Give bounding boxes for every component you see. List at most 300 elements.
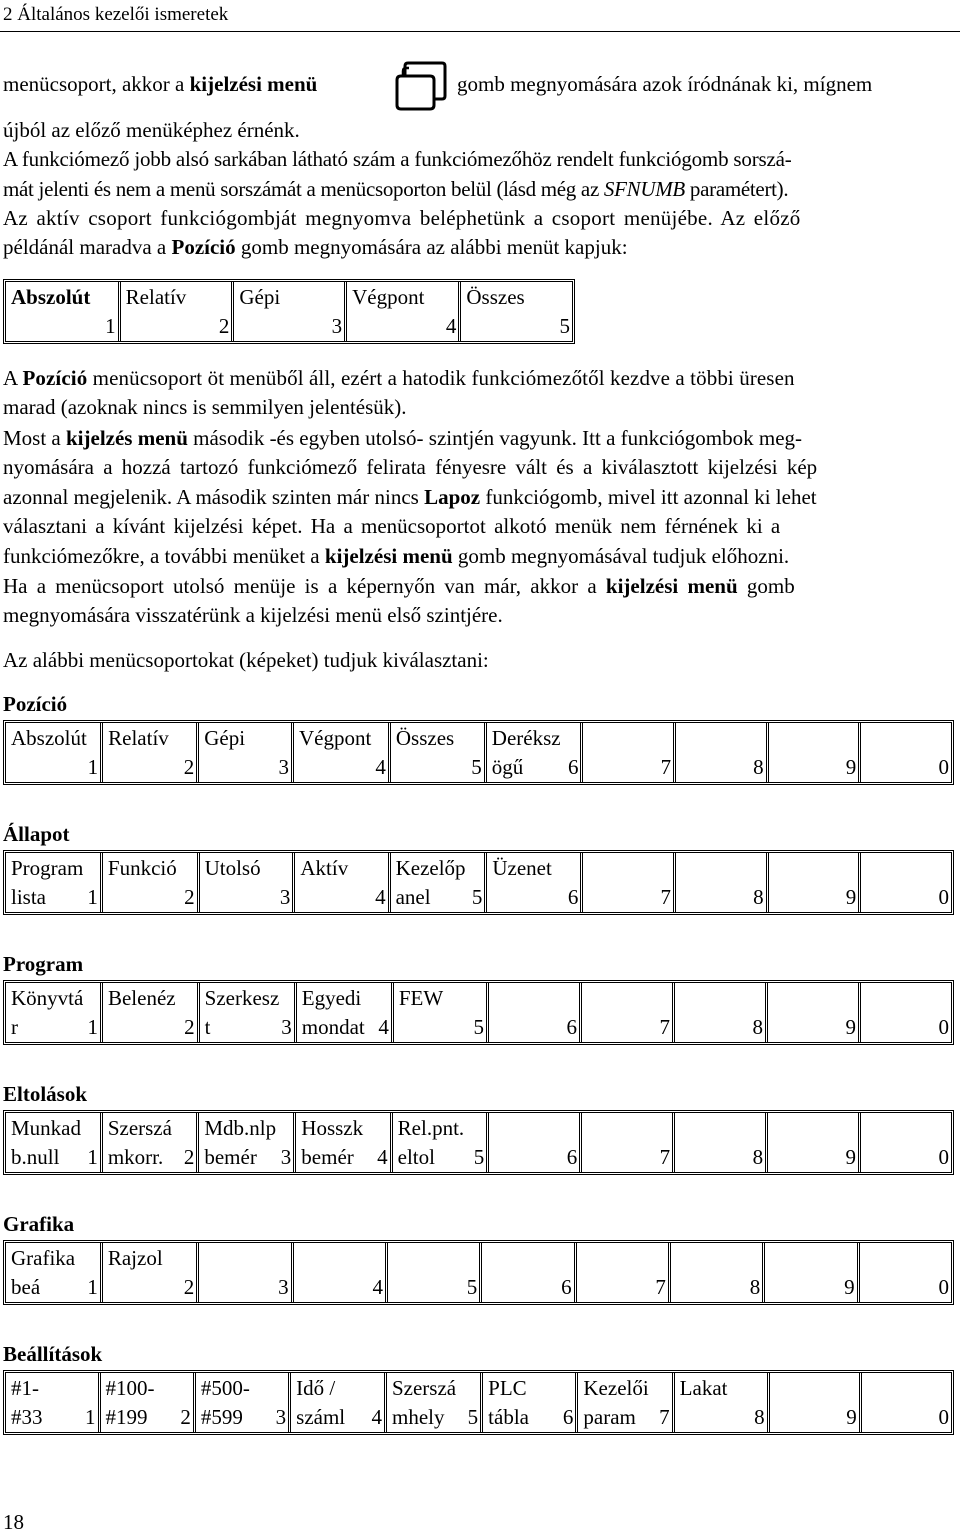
function-field — [234, 282, 347, 341]
text-span: menücsoport, akkor a — [3, 72, 190, 96]
function-field — [489, 1113, 582, 1172]
function-field-bottom — [775, 1403, 857, 1432]
menu-group-row — [6, 1243, 951, 1302]
function-field — [861, 983, 951, 1042]
function-field-bottom — [866, 753, 949, 782]
function-key-number: 4 — [371, 1405, 382, 1429]
function-field — [200, 853, 296, 912]
function-field — [6, 1243, 103, 1302]
function-key-number: 3 — [275, 1405, 287, 1429]
menu-group-row — [6, 1373, 951, 1432]
function-field — [861, 723, 951, 782]
text-para-10: Az alábbi menücsoportokat (képeket) tudjuk kiválasztani: — [3, 648, 489, 672]
text-span: funkciómezőkre, a további menüket a — [3, 544, 325, 568]
function-key-number: 8 — [754, 1405, 765, 1429]
function-key-number: 7 — [659, 1405, 670, 1429]
function-field-bottom — [774, 883, 857, 912]
function-field-bottom — [393, 1273, 477, 1302]
function-field-label: Relatív — [108, 726, 169, 750]
function-field — [482, 1243, 576, 1302]
menu-group-table — [3, 850, 954, 915]
function-field-bottom — [11, 753, 98, 782]
function-field — [577, 1243, 671, 1302]
page-key-term: Lapoz — [424, 485, 481, 509]
function-field-bottom — [399, 1013, 484, 1042]
function-field-label: Relatív — [125, 285, 187, 309]
display-menu-icon — [394, 59, 448, 113]
function-key-number: 7 — [660, 755, 672, 779]
menu-group-table — [3, 1370, 954, 1435]
function-field-label — [393, 1244, 477, 1273]
function-key-number: 4 — [378, 1015, 389, 1039]
text-span: Most a — [3, 426, 66, 450]
function-field-bottom — [583, 1403, 669, 1432]
function-field — [297, 983, 394, 1042]
function-field — [582, 983, 675, 1042]
function-field — [487, 723, 584, 782]
function-field — [675, 983, 768, 1042]
function-field — [765, 1243, 859, 1302]
function-field-bottom — [494, 1013, 577, 1042]
function-key-number: 5 — [467, 1405, 479, 1429]
function-key-number: 0 — [938, 1275, 949, 1299]
text-span: menücsoport öt menüből áll, ezért a hatodik funkciómezőtől kezdve a többi üresen — [87, 366, 795, 390]
function-field-label-cont: eltol — [397, 1145, 435, 1169]
position-term: Pozíció — [22, 366, 88, 390]
function-field-bottom — [770, 1273, 854, 1302]
function-field-label — [681, 724, 764, 753]
function-field-label — [867, 1374, 949, 1403]
text-span: A — [3, 366, 23, 390]
function-field-label-cont: beá — [11, 1275, 41, 1299]
function-field — [294, 1243, 388, 1302]
function-field-label: Idő / — [296, 1376, 336, 1400]
function-key-number: 6 — [566, 1015, 577, 1039]
function-field-bottom — [108, 883, 195, 912]
text-line-6 — [3, 233, 628, 261]
function-field-bottom — [866, 883, 949, 912]
function-field-label: Szerszá — [391, 1376, 457, 1400]
function-field-label: Szerszá — [107, 1116, 172, 1140]
function-field-label-cont: bemér — [204, 1145, 257, 1169]
function-field-label-cont: száml — [296, 1405, 346, 1429]
function-field-label — [299, 1244, 383, 1273]
function-key-number: 0 — [938, 885, 949, 909]
function-field-bottom — [299, 1273, 383, 1302]
text-para-3 — [3, 424, 802, 452]
function-key-number: 0 — [938, 1405, 949, 1429]
function-field — [291, 1373, 387, 1432]
function-key-number: 5 — [559, 314, 570, 338]
menu-group-title: Pozíció — [3, 692, 68, 716]
function-field-label-cont: #199 — [105, 1405, 148, 1429]
menu-group-table — [3, 1240, 954, 1305]
function-key-number: 4 — [377, 1145, 388, 1169]
function-field-bottom — [676, 1273, 760, 1302]
function-field-label-cont: r — [11, 1015, 18, 1039]
function-field-label: FEW — [398, 986, 444, 1010]
function-field-bottom — [587, 1013, 670, 1042]
text-para-4: nyomására a hozzá tartozó funkciómező felirata fényesre vált és a kiválasztott kijelzési kép — [3, 455, 818, 479]
function-field-label: Rel.pnt. — [397, 1116, 465, 1140]
function-field-label-cont: tábla — [488, 1405, 529, 1429]
function-field-label — [487, 1244, 571, 1273]
function-key-number: 3 — [278, 1275, 289, 1299]
function-key-number: 3 — [281, 1015, 292, 1039]
function-key-number: 4 — [375, 885, 386, 909]
function-field-bottom — [204, 753, 289, 782]
function-field-label-cont: anel — [395, 885, 431, 909]
function-field — [103, 983, 200, 1042]
function-field-label — [773, 984, 856, 1013]
function-key-number: 6 — [562, 1405, 574, 1429]
function-field-bottom — [204, 1143, 291, 1172]
function-field-bottom — [587, 1143, 670, 1172]
function-key-number: 0 — [938, 755, 949, 779]
function-key-number: 2 — [218, 314, 230, 338]
function-field-label-cont: #599 — [200, 1405, 243, 1429]
function-field — [671, 1243, 765, 1302]
function-field-label-cont: ögű — [491, 755, 524, 779]
function-field-label: Összes — [395, 726, 455, 750]
text-para-2: marad (azoknak nincs is semmilyen jelentésük). — [3, 395, 407, 419]
function-field-label — [676, 1244, 760, 1273]
function-field-bottom — [773, 1013, 856, 1042]
function-key-number: 9 — [845, 885, 857, 909]
function-field-label — [587, 984, 670, 1013]
function-field-bottom — [11, 312, 116, 341]
function-field-bottom — [867, 1403, 949, 1432]
function-field — [391, 853, 488, 912]
function-field-bottom — [11, 883, 98, 912]
function-field-label: Gépi — [204, 726, 246, 750]
text-line-5: Az aktív csoport funkciógombját megnyomva beléphetünk a csoport menüjébe. Az előző — [3, 206, 801, 230]
function-field-label: Grafika — [11, 1246, 76, 1270]
function-field-bottom — [582, 1273, 666, 1302]
function-field-label: Szerkesz — [204, 986, 280, 1010]
function-key-number: 3 — [278, 755, 289, 779]
param-name: SFNUMB — [603, 177, 685, 201]
function-field-label-cont: param — [583, 1405, 636, 1429]
function-field-bottom — [398, 1143, 485, 1172]
function-key-number: 8 — [753, 755, 764, 779]
function-field-label — [588, 724, 671, 753]
function-field-bottom — [201, 1403, 286, 1432]
function-key-number: 1 — [87, 1145, 98, 1169]
menu-group-title: Eltolások — [3, 1082, 88, 1106]
function-key-number: 7 — [655, 1275, 666, 1299]
function-field — [347, 282, 461, 341]
function-field — [294, 723, 391, 782]
function-field-bottom — [205, 1013, 292, 1042]
function-field — [6, 983, 103, 1042]
function-key-number: 5 — [471, 755, 482, 779]
function-key-number: 2 — [183, 755, 195, 779]
function-field-bottom — [866, 1013, 949, 1042]
function-field — [199, 1243, 293, 1302]
function-field — [388, 1243, 482, 1302]
function-field — [387, 1373, 483, 1432]
function-field-bottom — [396, 753, 482, 782]
function-key-number: 3 — [279, 885, 291, 909]
function-field-label — [681, 854, 764, 883]
function-field — [121, 282, 235, 341]
function-field — [6, 282, 121, 341]
running-header: 2 Általános kezelői ismeretek — [3, 4, 229, 25]
function-key-number: 5 — [473, 1145, 485, 1169]
function-field — [391, 723, 487, 782]
function-key-number: 9 — [845, 755, 857, 779]
function-field — [6, 723, 103, 782]
display-menu-term: kijelzési menü — [189, 72, 318, 96]
menu-group-title: Grafika — [3, 1212, 75, 1236]
function-field-label — [494, 984, 577, 1013]
function-field-label — [588, 854, 671, 883]
function-field-label-cont: lista — [11, 885, 46, 909]
function-field — [769, 723, 862, 782]
function-field-label: Végpont — [298, 726, 372, 750]
text-line-4 — [3, 175, 788, 203]
function-field-bottom — [494, 1143, 577, 1172]
function-field-label-cont: mkorr. — [107, 1145, 164, 1169]
function-field-label — [866, 984, 949, 1013]
text-para-7 — [3, 542, 789, 570]
function-field-bottom — [588, 883, 671, 912]
text-para-8 — [3, 572, 795, 600]
function-field — [489, 983, 582, 1042]
text-para-5 — [3, 483, 817, 511]
function-field — [487, 853, 583, 912]
function-field-label-cont: bemér — [301, 1145, 354, 1169]
function-key-number: 6 — [566, 1145, 578, 1169]
function-field-label-cont: mondat — [301, 1015, 365, 1039]
function-key-number: 2 — [180, 1405, 191, 1429]
function-field-bottom — [680, 1143, 763, 1172]
menu-group-row — [6, 853, 951, 912]
function-key-number: 3 — [331, 314, 343, 338]
function-field-label: Belenéz — [107, 986, 176, 1010]
function-field-label: Program — [11, 856, 84, 880]
text-span: második -és egyben utolsó- szintjén vagyunk. Itt a funkciógombok meg- — [187, 426, 803, 450]
function-field-bottom — [487, 1273, 571, 1302]
menu-group-row — [6, 723, 951, 782]
function-field — [296, 1113, 392, 1172]
function-field-label — [773, 1114, 856, 1143]
function-field — [103, 853, 200, 912]
function-key-number: 9 — [844, 1275, 855, 1299]
text-span: gomb — [737, 574, 795, 598]
text-span: Ha a menücsoport utolsó menüje is a képernyőn van már, akkor a — [3, 574, 606, 598]
function-key-number: 7 — [659, 1145, 671, 1169]
function-field-label: Gépi — [239, 285, 281, 309]
function-field-label-cont: t — [204, 1015, 211, 1039]
text-para-6: választani a kívánt kijelzési képet. Ha a menücsoportot alkotó menük nem férnének ki a — [3, 514, 781, 538]
text-line-2: újból az előző menüképhez érnénk. — [3, 118, 300, 142]
function-field-label: #1- — [11, 1376, 39, 1400]
function-field-bottom — [108, 753, 194, 782]
function-field — [6, 853, 103, 912]
function-key-number: 9 — [845, 1015, 856, 1039]
function-field — [861, 1113, 951, 1172]
function-key-number: 7 — [660, 885, 671, 909]
text-span: funkciógomb, mivel itt azonnal ki lehet — [480, 485, 817, 509]
function-field — [200, 983, 297, 1042]
function-field-label: Rajzol — [107, 1246, 163, 1270]
function-field-bottom — [11, 1273, 98, 1302]
text-span: gomb megnyomására az alábbi menüt kapjuk: — [235, 235, 628, 259]
function-key-number: 1 — [105, 314, 116, 338]
function-field-label — [582, 1244, 666, 1273]
function-field-bottom — [773, 1143, 856, 1172]
function-field-label: Funkció — [107, 856, 177, 880]
function-field-label — [770, 1244, 854, 1273]
function-key-number: 1 — [87, 1275, 98, 1299]
function-field-label: Üzenet — [492, 856, 552, 880]
function-field-label: Deréksz — [491, 726, 561, 750]
function-field — [862, 1373, 951, 1432]
function-key-number: 2 — [184, 1015, 195, 1039]
function-field-bottom — [204, 1273, 288, 1302]
function-field-label — [587, 1114, 670, 1143]
function-key-number: 9 — [845, 1145, 856, 1169]
function-field — [769, 853, 862, 912]
menu-group-table — [3, 1110, 954, 1175]
page-number: 18 — [3, 1510, 24, 1534]
function-field-label — [775, 1374, 857, 1403]
function-field — [483, 1373, 578, 1432]
menu-group-title: Program — [3, 952, 84, 976]
text-span: gomb megnyomásával tudjuk előhozni. — [452, 544, 790, 568]
function-field-bottom — [680, 1403, 765, 1432]
position-term: Pozíció — [171, 235, 236, 259]
function-field — [768, 983, 861, 1042]
function-field-label: Végpont — [352, 285, 425, 309]
function-key-number: 4 — [375, 755, 386, 779]
function-field — [583, 853, 676, 912]
function-field-label: Lakat — [679, 1376, 728, 1400]
function-field — [196, 1373, 291, 1432]
text-para-1 — [3, 364, 795, 392]
function-field-bottom — [392, 1403, 478, 1432]
menu-group-row — [6, 983, 951, 1042]
text-span: példánál maradva a — [3, 235, 172, 259]
function-field — [461, 282, 572, 341]
function-field — [583, 723, 676, 782]
function-field-bottom — [108, 1143, 195, 1172]
function-key-number: 1 — [87, 885, 98, 909]
function-field — [675, 1113, 768, 1172]
function-field-bottom — [681, 883, 764, 912]
text-para-9: megnyomására visszatérünk a kijelzési menü első szintjére. — [3, 603, 503, 627]
function-field-bottom — [681, 753, 764, 782]
function-field-label — [866, 854, 949, 883]
header-rule — [0, 31, 960, 32]
display-menu-term: kijelzés menü — [66, 426, 188, 450]
function-field-label: Mdb.nlp — [204, 1116, 277, 1140]
text-line-3: A funkciómező jobb alsó sarkában látható szám a funkciómezőhöz rendelt funkciógomb sorszá- — [3, 147, 792, 171]
function-key-number: 1 — [87, 1015, 98, 1039]
function-field-label — [866, 724, 949, 753]
function-field-label: Egyedi — [301, 986, 362, 1010]
function-key-number: 2 — [184, 885, 195, 909]
function-field-bottom — [301, 1143, 387, 1172]
function-field-label: Kezelőp — [395, 856, 466, 880]
display-menu-term: kijelzési menü — [324, 544, 453, 568]
function-field — [582, 1113, 675, 1172]
function-key-number: 4 — [372, 1275, 383, 1299]
function-field-bottom — [106, 1403, 191, 1432]
function-field — [6, 1373, 101, 1432]
function-key-number: 8 — [749, 1275, 761, 1299]
function-key-number: 5 — [471, 885, 483, 909]
function-field-bottom — [11, 1143, 98, 1172]
function-field-label-cont: mhely — [391, 1405, 445, 1429]
function-key-number: 7 — [659, 1015, 670, 1039]
function-field-label-cont: #33 — [11, 1405, 43, 1429]
function-field-label — [680, 1114, 763, 1143]
function-key-number: 6 — [567, 885, 579, 909]
function-field-bottom — [588, 753, 671, 782]
text-span: paramétert). — [684, 177, 789, 201]
menu-group-row — [6, 1113, 951, 1172]
function-field — [103, 723, 199, 782]
function-field — [103, 1113, 200, 1172]
function-field — [103, 1243, 199, 1302]
function-field — [394, 983, 489, 1042]
function-key-number: 0 — [938, 1145, 949, 1169]
menu-group-table — [3, 980, 954, 1045]
function-field-label — [494, 1114, 577, 1143]
function-key-number: 5 — [466, 1275, 478, 1299]
function-key-number: 5 — [473, 1015, 485, 1039]
function-field-label: PLC — [488, 1376, 527, 1400]
display-menu-term: kijelzési menü — [605, 574, 738, 598]
function-key-number: 6 — [561, 1275, 572, 1299]
function-key-number: 0 — [938, 1015, 949, 1039]
function-field — [295, 853, 390, 912]
function-field — [676, 723, 769, 782]
function-field-bottom — [126, 312, 230, 341]
function-field — [199, 723, 294, 782]
function-field — [676, 853, 769, 912]
text-line-1 — [3, 70, 317, 98]
function-field — [861, 853, 951, 912]
function-field-bottom — [205, 883, 291, 912]
function-field-label — [204, 1244, 288, 1273]
function-key-number: 2 — [183, 1145, 195, 1169]
function-field-label: Utolsó — [204, 856, 261, 880]
function-field-bottom — [11, 1403, 96, 1432]
function-key-number: 8 — [752, 1015, 763, 1039]
function-key-number: 4 — [445, 314, 457, 338]
menu-group-title: Állapot — [3, 822, 70, 846]
function-field-label: Aktív — [300, 856, 349, 880]
function-key-number: 2 — [183, 1275, 195, 1299]
function-key-number: 8 — [753, 885, 764, 909]
function-field-label-cont: b.null — [11, 1145, 60, 1169]
function-field-bottom — [302, 1013, 389, 1042]
text-line-1-end: gomb megnyomására azok íródnának ki, mígnem — [457, 72, 873, 96]
function-field-bottom — [296, 1403, 382, 1432]
function-field-label: Összes — [466, 285, 525, 309]
function-field-label: Munkad — [11, 1116, 81, 1140]
function-field-bottom — [866, 1143, 949, 1172]
menu-group-table — [3, 720, 954, 785]
function-field-bottom — [865, 1273, 949, 1302]
function-field-label — [680, 984, 763, 1013]
function-field-bottom — [488, 1403, 573, 1432]
function-key-number: 1 — [85, 1405, 96, 1429]
